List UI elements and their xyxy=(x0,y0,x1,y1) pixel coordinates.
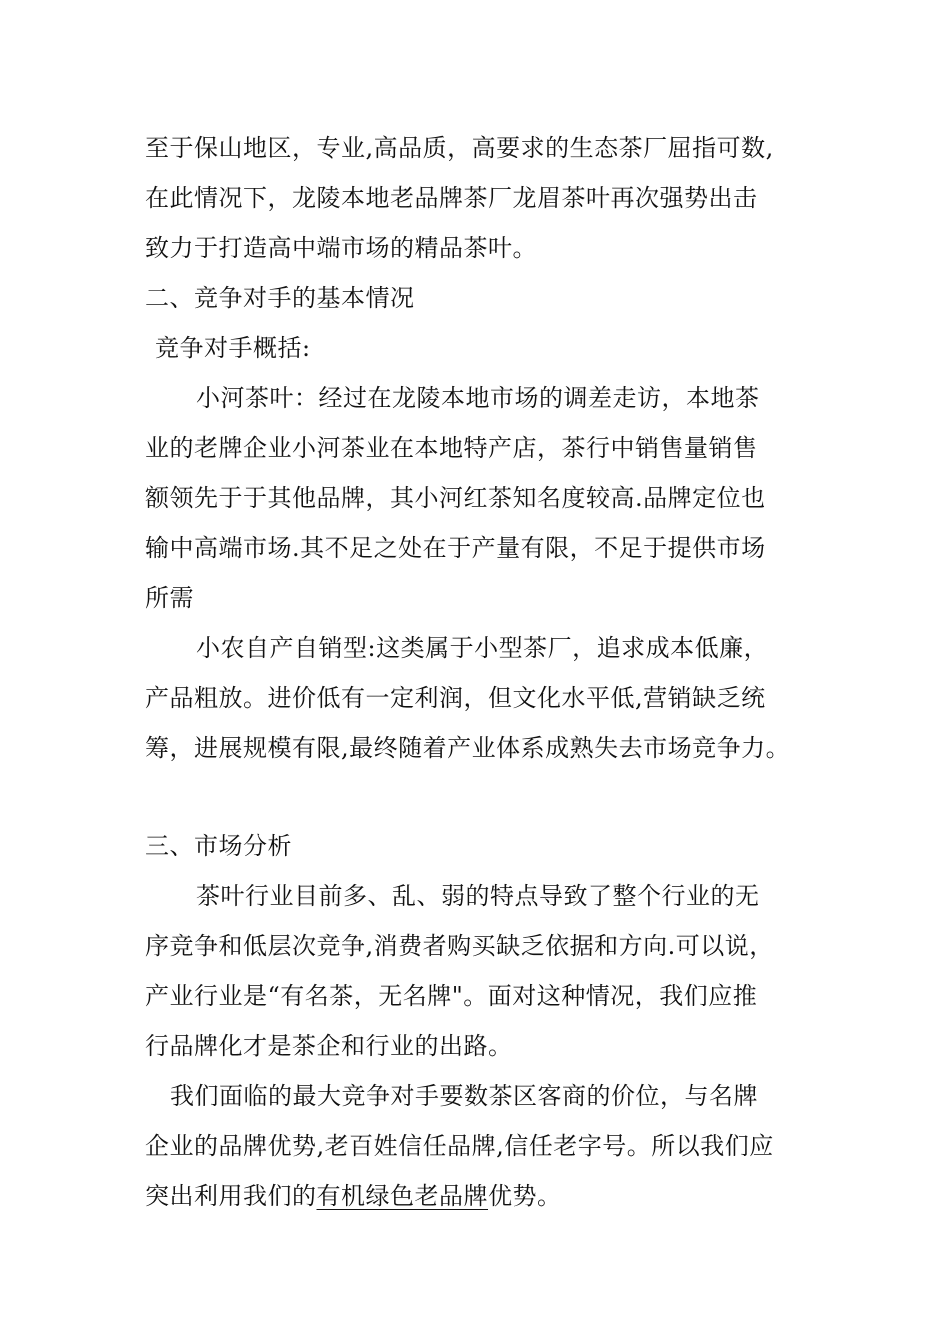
xiaohe-line-2: 业的老牌企业小河茶业在本地特产店，茶行中销售量销售 xyxy=(145,434,758,462)
xiaohe-line-1: 小河茶叶：经过在龙陵本地市场的调差走访，本地茶 xyxy=(196,384,760,412)
intro-line-1: 至于保山地区，专业,高品质，高要求的生态茶厂屈指可数, xyxy=(145,134,774,162)
smallfarm-line-1: 小农自产自销型:这类属于小型茶厂，追求成本低廉， xyxy=(196,634,769,662)
summary-line-2: 企业的品牌优势,老百姓信任品牌,信任老字号。所以我们应 xyxy=(145,1132,774,1160)
summary-line-3-prefix: 突出利用我们的 xyxy=(145,1182,317,1210)
xiaohe-line-5: 所需 xyxy=(145,584,194,612)
smallfarm-line-3: 筹，进展规模有限,最终随着产业体系成熟失去市场竞争力。 xyxy=(145,734,791,762)
summary-line-3-suffix: 优势。 xyxy=(488,1182,562,1210)
summary-line-1: 我们面临的最大竞争对手要数茶区客商的价位，与名牌 xyxy=(170,1082,758,1110)
intro-line-2: 在此情况下，龙陵本地老品牌茶厂龙眉茶叶再次强势出击 xyxy=(145,184,758,212)
xiaohe-line-4: 输中高端市场.其不足之处在于产量有限，不足于提供市场 xyxy=(145,534,766,562)
section2-heading: 二、竞争对手的基本情况 xyxy=(145,284,415,312)
market-line-3: 产业行业是“有名茶，无名牌"。面对这种情况，我们应推 xyxy=(145,982,758,1010)
smallfarm-line-2: 产品粗放。进价低有一定利润，但文化水平低,营销缺乏统 xyxy=(145,684,766,712)
market-line-1: 茶叶行业目前多、乱、弱的特点导致了整个行业的无 xyxy=(196,882,760,910)
intro-line-3: 致力于打造高中端市场的精品茶叶。 xyxy=(145,234,537,262)
market-line-2: 序竞争和低层次竞争,消费者购买缺乏依据和方向.可以说， xyxy=(145,932,774,960)
section3-heading: 三、市场分析 xyxy=(145,832,292,860)
market-line-4: 行品牌化才是茶企和行业的出路。 xyxy=(145,1032,513,1060)
summary-line-3 xyxy=(145,1176,825,1216)
underlined-phrase: 有机绿色老品牌 xyxy=(316,1182,488,1210)
xiaohe-line-3: 额领先于于其他品牌，其小河红茶知名度较高.品牌定位也 xyxy=(145,484,766,512)
section2-subheading: 竞争对手概括: xyxy=(155,334,311,362)
